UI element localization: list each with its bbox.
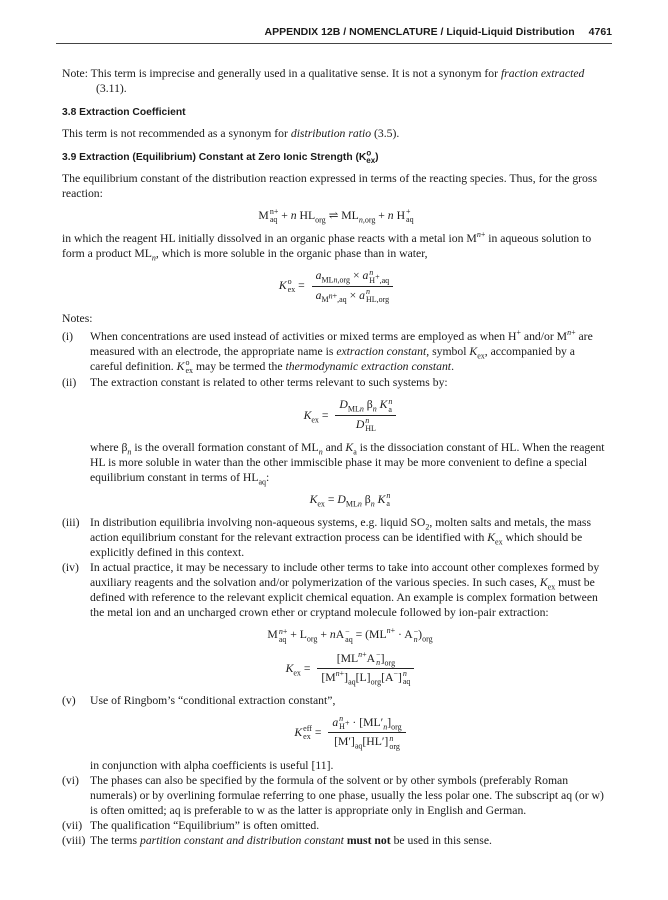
kex-distribution-equation: $K_{ex}$ = $D_{MLn}$ $\beta_n$ K n a D n HL	[90, 397, 610, 433]
kex-activity-equation: K o ex = $a_{MLn,org} \times a$ n H+,aq $a_{M^{n+},aq} \times a$ n HL,org	[62, 268, 610, 304]
page-number: 4761	[588, 26, 612, 38]
section-3-9-explanation: in which the reagent HL initially dissolved in an organic phase reacts with a metal ion $M^{n+}$ in aqueous solution to form a product $ML_n$, which is more soluble in the organic phase than in water,	[62, 230, 592, 263]
notes-label: Notes:	[62, 311, 93, 325]
note-ii: (ii) The extraction constant is related to other terms relevant to such systems by: $K_{ex}$ = $D_{MLn}$ $\beta_n$ K n a D n HL where $\beta_n$ is the overall formation constant of $ML_n$ and $K_a$ is the dissociation constant of HL. When the reagent HL is more soluble in water than the other immiscible phase it may be more convenient to define a special equilibrium constant in terms of $HL_{aq}$: $K_{ex} = D_{MLn}$ $\beta_n$ K n a	[62, 375, 610, 508]
note-i: (i) When concentrations are used instead of activities or mixed terms are employed as when H+ and/or $M^{n+}$ are measured with an electrode, the appropriate name is extraction constant, symbol $K_{ex}$, accompanied by a careful definition. K o ex may be termed the thermodynamic extraction constant.	[62, 328, 593, 376]
section-3-9-heading: 3.9 Extraction (Equilibrium) Constant at Zero Ionic Strength $(K^o_{ex})$	[62, 148, 379, 166]
section-3-8-heading: 3.8 Extraction Coefficient	[62, 107, 186, 118]
note-viii: (viii) The terms partition constant and distribution constant must not be used in this sense.	[62, 833, 492, 847]
section-3-9-intro: The equilibrium constant of the distribution reaction expressed in terms of the reacting species. Thus, for the gross reaction:	[62, 172, 597, 200]
note-iii: (iii) In distribution equilibria involving non-aqueous systems, e.g. liquid $SO_2$, molten salts and metals, the mass action equilibrium constant for the relevant extraction process can be identified with $K_{ex}$ which should be explicitly defined in this context.	[62, 516, 591, 560]
note-v: (v) Use of Ringbom’s “conditional extraction constant”, K eff ex = a n H+ · $[ML'_n]_{org}$ $[M']_{aq}[HL']$ n org in conjunction with alpha coefficients is useful [11].	[62, 693, 610, 773]
section-3-8-text: This term is not recommended as a synonym for distribution ratio (3.5).	[62, 127, 400, 140]
kex-ion-pair-equation: $K_{ex}$ = [$ML^{n+}A$ − n ]$_{org}$ $[M^{n+}]_{aq}[L]_{org}[A^-]$ n aq	[90, 651, 610, 687]
intro-note: Note: This term is imprecise and generally used in a qualitative sense. It is not a synonym for fraction extracted (3.11).	[62, 67, 585, 95]
header-title: APPENDIX 12B / NOMENCLATURE / Liquid-Liquid Distribution	[264, 26, 575, 38]
ion-pair-reaction-equation: M n+ aq + $L_{org}$ + nA − aq = ($ML^{n+} \cdot A$ − n )$_{org}$	[267, 626, 433, 644]
note-vii: (vii) The qualification “Equilibrium” is often omitted.	[62, 818, 320, 832]
page-body	[62, 66, 610, 848]
gross-reaction-equation: M n+ aq + n $HL_{org}$ ⇌ $ML_{n,org} + n$ H + aq	[258, 207, 414, 225]
notes-list	[62, 329, 610, 848]
running-header	[56, 26, 612, 44]
note-vi: (vi) The phases can also be specified by the formula of the solvent or by other symbols (preferably Roman numerals) or by overlining formulae referring to one phase, usually the less polar one. The subscript aq (or w) is often omitted; aq is preferable to w as the latter is appropriate only in English and German.	[62, 773, 604, 817]
kex-special-equation: $K_{ex} = D_{MLn}$ $\beta_n$ K n a	[309, 491, 391, 509]
conditional-kex-equation: K eff ex = a n H+ · $[ML'_n]_{org}$ $[M']_{aq}[HL']$ n org	[90, 715, 610, 751]
note-iv: (iv) In actual practice, it may be necessary to include other terms to take into account other complexes formed by auxiliary reagents and the solvation and/or polymerization of the various species. In such cases, $K_{ex}$ must be defined with reference to the relevant explicit chemical equation. An example is complex formation between the metal ion and an uncharged crown ether or cryptand molecule followed by ion-pair extraction: M n+ aq + $L_{org}$ + nA − aq = ($ML^{n+} \cdot A$ − n )$_{org}$ $K_{ex}$ = [$ML^{n+}A$ − n ]$_{org}$ $[M^{n+}]_{aq}[L]_{org}[A^-]$ n aq	[62, 560, 610, 686]
